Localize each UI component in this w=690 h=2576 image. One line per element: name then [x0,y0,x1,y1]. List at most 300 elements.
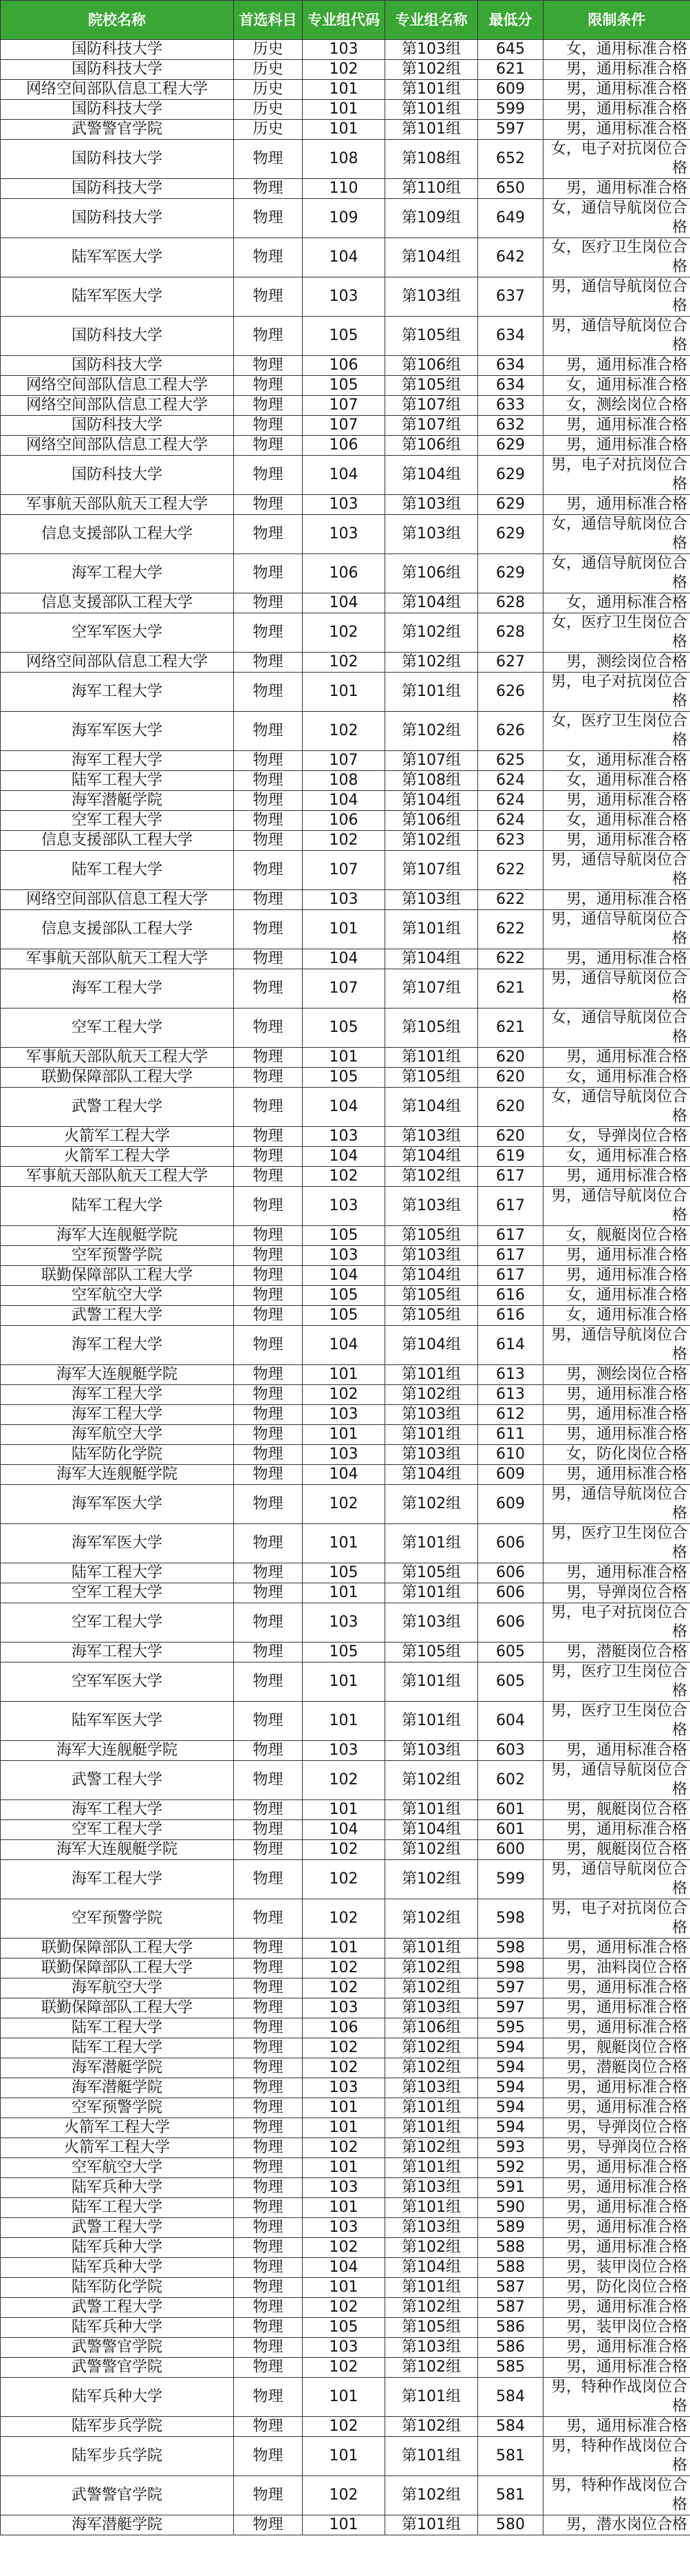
table-body [1,40,690,2535]
cell-group-code: 103 [303,890,385,910]
cell-subject: 物理 [234,712,303,751]
cell-min-score: 637 [478,277,543,317]
cell-group-name: 第106组 [385,811,478,831]
cell-min-score: 594 [478,2118,543,2138]
cell-group-code: 101 [303,2437,385,2476]
cell-group-code: 102 [303,2038,385,2058]
table-row [1,1326,690,1365]
cell-group-code: 103 [303,1405,385,1425]
cell-group-name: 第106组 [385,356,478,376]
cell-group-name: 第102组 [385,712,478,751]
cell-min-score: 617 [478,1266,543,1286]
cell-conditions: 男，通用标准合格 [543,80,690,100]
cell-min-score: 622 [478,890,543,910]
cell-school: 武警工程大学 [1,1306,234,1326]
cell-conditions: 男，通用标准合格 [543,2098,690,2118]
table-row [1,356,690,376]
table-row [1,1820,690,1840]
cell-group-code: 104 [303,238,385,277]
table-row [1,1246,690,1266]
cell-school: 联勤保障部队工程大学 [1,1266,234,1286]
cell-conditions: 男，通用标准合格 [543,1048,690,1068]
cell-group-code: 103 [303,2338,385,2358]
cell-conditions: 女，测绘岗位合格 [543,396,690,416]
cell-group-name: 第101组 [385,1662,478,1702]
cell-group-code: 104 [303,791,385,811]
table-row [1,1485,690,1524]
cell-school: 陆军步兵学院 [1,2417,234,2437]
cell-group-name: 第101组 [385,2437,478,2476]
cell-subject: 历史 [234,120,303,140]
cell-group-code: 108 [303,771,385,791]
cell-school: 空军工程大学 [1,811,234,831]
cell-subject: 历史 [234,100,303,120]
cell-school: 陆军兵种大学 [1,2318,234,2338]
cell-subject: 物理 [234,791,303,811]
cell-conditions: 女，导弹岗位合格 [543,1127,690,1147]
cell-subject: 物理 [234,2238,303,2258]
table-row [1,2158,690,2178]
cell-conditions: 男，潜水岗位合格 [543,2515,690,2535]
cell-min-score: 601 [478,1820,543,1840]
table-row [1,771,690,791]
cell-min-score: 606 [478,1603,543,1643]
cell-group-code: 103 [303,1187,385,1226]
cell-group-code: 101 [303,2158,385,2178]
cell-group-code: 104 [303,456,385,495]
cell-group-name: 第102组 [385,1959,478,1978]
cell-group-code: 105 [303,1643,385,1662]
cell-group-code: 104 [303,1820,385,1840]
cell-group-name: 第104组 [385,2258,478,2278]
cell-group-code: 101 [303,2198,385,2218]
cell-conditions: 男，通用标准合格 [543,2198,690,2218]
cell-subject: 物理 [234,436,303,456]
cell-min-score: 606 [478,1524,543,1563]
table-row [1,1978,690,1998]
cell-subject: 物理 [234,2278,303,2298]
cell-school: 海军航空大学 [1,1978,234,1998]
cell-subject: 物理 [234,1702,303,1741]
cell-min-score: 594 [478,2058,543,2078]
cell-group-code: 105 [303,1306,385,1326]
cell-group-code: 102 [303,1959,385,1978]
cell-conditions: 男，特种作战岗位合格 [543,2476,690,2515]
cell-group-code: 107 [303,416,385,436]
cell-school: 海军航空大学 [1,1425,234,1445]
cell-school: 海军工程大学 [1,1800,234,1820]
table-row [1,2258,690,2278]
cell-group-code: 103 [303,277,385,317]
cell-conditions: 男，导弹岗位合格 [543,1583,690,1603]
cell-min-score: 623 [478,831,543,851]
cell-min-score: 620 [478,1127,543,1147]
cell-group-name: 第101组 [385,2098,478,2118]
cell-group-name: 第101组 [385,1800,478,1820]
table-row [1,1068,690,1088]
cell-group-code: 102 [303,2138,385,2158]
cell-subject: 物理 [234,456,303,495]
cell-group-name: 第104组 [385,1465,478,1485]
cell-group-code: 101 [303,1048,385,1068]
cell-conditions: 男，测绘岗位合格 [543,653,690,673]
cell-school: 海军工程大学 [1,1643,234,1662]
cell-group-code: 101 [303,910,385,949]
cell-group-name: 第102组 [385,1899,478,1939]
cell-group-name: 第101组 [385,1524,478,1563]
cell-school: 空军工程大学 [1,1603,234,1643]
table-row [1,1741,690,1761]
table-row [1,949,690,969]
table-row [1,2078,690,2098]
cell-min-score: 600 [478,1840,543,1860]
cell-group-name: 第101组 [385,2515,478,2535]
cell-min-score: 595 [478,2018,543,2038]
cell-conditions: 男，通用标准合格 [543,1266,690,1286]
cell-group-code: 108 [303,140,385,179]
cell-group-code: 104 [303,1326,385,1365]
table-row [1,1286,690,1306]
cell-subject: 物理 [234,1840,303,1860]
cell-subject: 物理 [234,1009,303,1048]
cell-subject: 历史 [234,40,303,60]
cell-school: 国防科技大学 [1,179,234,199]
cell-group-name: 第102组 [385,653,478,673]
cell-conditions: 男，医疗卫生岗位合格 [543,1702,690,1741]
cell-group-name: 第101组 [385,1048,478,1068]
cell-subject: 物理 [234,238,303,277]
cell-group-name: 第105组 [385,1226,478,1246]
cell-conditions: 男，潜艇岗位合格 [543,2058,690,2078]
cell-subject: 历史 [234,60,303,80]
cell-subject: 物理 [234,2158,303,2178]
cell-conditions: 男，导弹岗位合格 [543,2118,690,2138]
cell-group-name: 第103组 [385,2338,478,2358]
cell-group-name: 第103组 [385,2078,478,2098]
cell-min-score: 585 [478,2358,543,2378]
cell-min-score: 620 [478,1048,543,1068]
cell-min-score: 602 [478,1761,543,1800]
cell-school: 网络空间部队信息工程大学 [1,396,234,416]
cell-conditions: 男，电子对抗岗位合格 [543,673,690,712]
cell-group-name: 第105组 [385,1563,478,1583]
cell-school: 联勤保障部队工程大学 [1,1939,234,1959]
table-row [1,60,690,80]
cell-group-code: 101 [303,673,385,712]
cell-min-score: 594 [478,2078,543,2098]
table-row [1,2018,690,2038]
cell-subject: 物理 [234,1939,303,1959]
cell-group-code: 105 [303,1226,385,1246]
cell-conditions: 男，通用标准合格 [543,416,690,436]
cell-group-code: 104 [303,1266,385,1286]
cell-subject: 物理 [234,1662,303,1702]
cell-min-score: 613 [478,1385,543,1405]
cell-subject: 物理 [234,1959,303,1978]
cell-subject: 物理 [234,1266,303,1286]
cell-school: 空军工程大学 [1,1820,234,1840]
cell-min-score: 610 [478,1445,543,1465]
cell-min-score: 613 [478,1365,543,1385]
cell-group-name: 第102组 [385,1167,478,1187]
cell-group-name: 第103组 [385,277,478,317]
cell-conditions: 女，通用标准合格 [543,751,690,771]
cell-school: 国防科技大学 [1,199,234,238]
cell-conditions: 女，通用标准合格 [543,771,690,791]
cell-group-name: 第102组 [385,60,478,80]
cell-subject: 物理 [234,1068,303,1088]
cell-min-score: 621 [478,60,543,80]
cell-subject: 物理 [234,1485,303,1524]
cell-min-score: 601 [478,1800,543,1820]
table-row [1,1048,690,1068]
cell-min-score: 605 [478,1643,543,1662]
cell-school: 空军预警学院 [1,2098,234,2118]
cell-group-name: 第102组 [385,1385,478,1405]
cell-group-name: 第103组 [385,1445,478,1465]
cell-subject: 物理 [234,751,303,771]
table-row [1,1445,690,1465]
cell-school: 武警警官学院 [1,2338,234,2358]
table-header-row [1,1,690,40]
cell-group-name: 第102组 [385,2138,478,2158]
cell-school: 海军大连舰艇学院 [1,1741,234,1761]
cell-subject: 物理 [234,2178,303,2198]
table-row [1,1800,690,1820]
table-row [1,1009,690,1048]
table-row [1,2417,690,2437]
cell-min-score: 580 [478,2515,543,2535]
cell-conditions: 男，舰艇岗位合格 [543,2038,690,2058]
cell-group-name: 第102组 [385,1840,478,1860]
cell-min-score: 624 [478,811,543,831]
cell-group-name: 第104组 [385,1820,478,1840]
cell-group-code: 102 [303,1167,385,1187]
table-row [1,1583,690,1603]
cell-conditions: 男，舰艇岗位合格 [543,1840,690,1860]
cell-group-name: 第104组 [385,791,478,811]
cell-conditions: 女，通信导航岗位合格 [543,199,690,238]
cell-min-score: 634 [478,356,543,376]
cell-group-name: 第103组 [385,890,478,910]
cell-group-name: 第103组 [385,1741,478,1761]
cell-min-score: 633 [478,396,543,416]
cell-min-score: 619 [478,1147,543,1167]
table-row [1,1860,690,1899]
cell-school: 火箭军工程大学 [1,2138,234,2158]
table-row [1,1939,690,1959]
cell-school: 海军军医大学 [1,1524,234,1563]
cell-subject: 物理 [234,1445,303,1465]
cell-min-score: 609 [478,1465,543,1485]
cell-group-code: 104 [303,1465,385,1485]
cell-min-score: 604 [478,1702,543,1741]
cell-min-score: 622 [478,910,543,949]
cell-conditions: 男，通用标准合格 [543,2178,690,2198]
cell-group-name: 第102组 [385,2476,478,2515]
cell-group-code: 102 [303,2058,385,2078]
cell-conditions: 女，医疗卫生岗位合格 [543,712,690,751]
table-row [1,831,690,851]
cell-group-name: 第103组 [385,2218,478,2238]
cell-subject: 物理 [234,277,303,317]
header-group-name: 专业组名称 [385,1,478,40]
cell-group-name: 第102组 [385,2417,478,2437]
table-row [1,653,690,673]
cell-group-code: 104 [303,1088,385,1127]
cell-school: 空军预警学院 [1,1899,234,1939]
cell-group-name: 第106组 [385,2018,478,2038]
cell-subject: 物理 [234,613,303,653]
cell-school: 国防科技大学 [1,456,234,495]
cell-conditions: 男，通用标准合格 [543,1425,690,1445]
cell-school: 武警工程大学 [1,1761,234,1800]
cell-group-name: 第104组 [385,949,478,969]
cell-min-score: 616 [478,1306,543,1326]
cell-group-name: 第105组 [385,1068,478,1088]
cell-subject: 物理 [234,1405,303,1425]
cell-group-code: 103 [303,2078,385,2098]
cell-group-name: 第101组 [385,1702,478,1741]
cell-school: 陆军兵种大学 [1,2378,234,2417]
cell-school: 国防科技大学 [1,40,234,60]
cell-subject: 物理 [234,1127,303,1147]
cell-subject: 物理 [234,2378,303,2417]
cell-min-score: 588 [478,2258,543,2278]
cell-group-code: 101 [303,1524,385,1563]
cell-school: 海军工程大学 [1,1860,234,1899]
cell-conditions: 女，通信导航岗位合格 [543,1088,690,1127]
cell-min-score: 626 [478,673,543,712]
table-row [1,1840,690,1860]
cell-min-score: 614 [478,1326,543,1365]
cell-school: 武警警官学院 [1,2476,234,2515]
cell-subject: 物理 [234,949,303,969]
cell-conditions: 男，通用标准合格 [543,356,690,376]
cell-subject: 物理 [234,2258,303,2278]
table-row [1,238,690,277]
table-row [1,1998,690,2018]
cell-group-name: 第102组 [385,831,478,851]
cell-group-code: 102 [303,831,385,851]
cell-conditions: 女，通信导航岗位合格 [543,554,690,593]
table-row [1,179,690,199]
cell-conditions: 男，潜艇岗位合格 [543,1643,690,1662]
cell-group-code: 102 [303,1385,385,1405]
cell-min-score: 617 [478,1226,543,1246]
cell-group-code: 102 [303,1978,385,1998]
cell-min-score: 629 [478,456,543,495]
cell-group-code: 103 [303,2218,385,2238]
cell-subject: 物理 [234,2018,303,2038]
table-row [1,851,690,890]
cell-subject: 物理 [234,1860,303,1899]
cell-school: 陆军兵种大学 [1,2238,234,2258]
cell-school: 网络空间部队信息工程大学 [1,890,234,910]
table-row [1,791,690,811]
table-row [1,436,690,456]
cell-subject: 物理 [234,2358,303,2378]
cell-group-code: 109 [303,199,385,238]
cell-min-score: 584 [478,2378,543,2417]
cell-conditions: 男，通用标准合格 [543,1939,690,1959]
cell-conditions: 男，通用标准合格 [543,2078,690,2098]
cell-conditions: 男，通信导航岗位合格 [543,1860,690,1899]
cell-subject: 物理 [234,1088,303,1127]
cell-conditions: 男，通信导航岗位合格 [543,851,690,890]
table-row [1,199,690,238]
table-row [1,2058,690,2078]
cell-subject: 物理 [234,1563,303,1583]
cell-min-score: 586 [478,2318,543,2338]
cell-subject: 物理 [234,1998,303,2018]
cell-subject: 物理 [234,1603,303,1643]
cell-group-name: 第103组 [385,1246,478,1266]
cell-min-score: 616 [478,1286,543,1306]
cell-school: 海军工程大学 [1,1326,234,1365]
table-row [1,554,690,593]
cell-group-name: 第104组 [385,238,478,277]
cell-subject: 物理 [234,1465,303,1485]
cell-group-name: 第103组 [385,1127,478,1147]
cell-conditions: 男，通用标准合格 [543,1405,690,1425]
cell-group-name: 第107组 [385,416,478,436]
cell-school: 武警警官学院 [1,120,234,140]
cell-conditions: 男，通用标准合格 [543,2018,690,2038]
cell-min-score: 624 [478,791,543,811]
cell-school: 国防科技大学 [1,100,234,120]
cell-group-code: 102 [303,2358,385,2378]
cell-subject: 物理 [234,1899,303,1939]
cell-conditions: 女，通用标准合格 [543,593,690,613]
cell-group-code: 101 [303,1939,385,1959]
cell-conditions: 男，通用标准合格 [543,2158,690,2178]
cell-min-score: 598 [478,1939,543,1959]
cell-min-score: 599 [478,100,543,120]
table-row [1,1127,690,1147]
cell-conditions: 男，舰艇岗位合格 [543,1800,690,1820]
cell-school: 武警工程大学 [1,2218,234,2238]
table-row [1,1761,690,1800]
cell-group-code: 105 [303,1009,385,1048]
cell-subject: 物理 [234,1048,303,1068]
table-row [1,1425,690,1445]
cell-min-score: 612 [478,1405,543,1425]
cell-group-name: 第102组 [385,2038,478,2058]
cell-group-name: 第104组 [385,456,478,495]
cell-group-code: 105 [303,2318,385,2338]
cell-conditions: 男，通用标准合格 [543,2218,690,2238]
cell-conditions: 男，通用标准合格 [543,949,690,969]
cell-group-name: 第105组 [385,317,478,356]
cell-school: 空军工程大学 [1,1009,234,1048]
table-row [1,910,690,949]
table-row [1,277,690,317]
cell-conditions: 女，通用标准合格 [543,40,690,60]
cell-school: 网络空间部队信息工程大学 [1,436,234,456]
cell-school: 信息支援部队工程大学 [1,910,234,949]
cell-conditions: 男，通用标准合格 [543,890,690,910]
cell-min-score: 599 [478,1860,543,1899]
cell-school: 海军大连舰艇学院 [1,1465,234,1485]
cell-group-code: 104 [303,1147,385,1167]
cell-min-score: 642 [478,238,543,277]
cell-min-score: 627 [478,653,543,673]
cell-group-code: 103 [303,40,385,60]
cell-school: 海军工程大学 [1,554,234,593]
cell-min-score: 650 [478,179,543,199]
cell-group-code: 106 [303,2018,385,2038]
